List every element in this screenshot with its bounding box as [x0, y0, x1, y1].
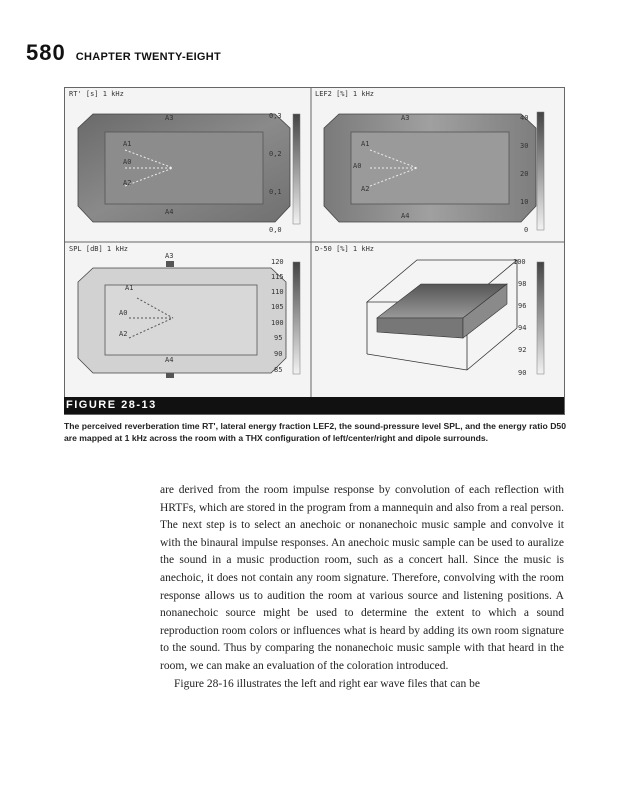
scale-label: 90: [518, 369, 527, 377]
scale-label: 30: [520, 142, 529, 150]
scale-label: 115: [271, 273, 284, 281]
scale-label: 94: [518, 324, 527, 332]
running-header: [26, 40, 221, 66]
scale-label: 98: [518, 280, 527, 288]
speaker-label: A3: [165, 252, 174, 260]
scale-label: 10: [520, 198, 529, 206]
color-scale-bar: [293, 262, 300, 374]
speaker-marker: [166, 261, 174, 267]
speaker-label: A1: [361, 140, 370, 148]
page-number: 580: [26, 40, 66, 65]
speaker-label: A0: [123, 158, 132, 166]
measurement-slab-side: [377, 318, 463, 338]
color-scale-bar: [293, 114, 300, 224]
scale-label: 20: [520, 170, 529, 178]
paragraph: Figure 28-16 illustrates the left and right ear wave files that can be: [174, 677, 480, 690]
speaker-label: A2: [361, 185, 370, 193]
panel-lef2: [324, 112, 544, 230]
speaker-label: A4: [401, 212, 410, 220]
figure-label: FIGURE 28-13: [66, 399, 157, 411]
panel-title-d50: D-50 [%] 1 kHz: [315, 245, 375, 253]
scale-label: 0,1: [269, 188, 282, 196]
figure-room-maps: [64, 87, 565, 415]
chapter-title: CHAPTER TWENTY-EIGHT: [75, 51, 222, 63]
scale-label: 105: [271, 303, 284, 311]
scale-label: 100: [271, 319, 284, 327]
box-edge: [467, 328, 517, 370]
panel-title-rt: RT' [s] 1 kHz: [69, 90, 124, 98]
scale-label: 96: [518, 302, 527, 310]
speaker-label: A1: [125, 284, 134, 292]
panel-spl: [78, 261, 300, 378]
color-scale-bar: [537, 262, 544, 374]
speaker-label: A4: [165, 356, 174, 364]
speaker-label: A2: [123, 179, 132, 187]
scale-label: 120: [271, 258, 284, 266]
speaker-marker: [166, 373, 174, 378]
speaker-label: A3: [401, 114, 410, 122]
speaker-label: A0: [119, 309, 128, 317]
scale-label: 100: [513, 258, 526, 266]
scale-label: 0,3: [269, 112, 282, 120]
scale-label: 110: [271, 288, 284, 296]
speaker-label: A3: [165, 114, 174, 122]
panel-title-lef2: LEF2 [%] 1 kHz: [315, 90, 375, 98]
scale-label: 0: [524, 226, 529, 234]
figure-graphic: [65, 88, 564, 398]
speaker-label: A1: [123, 140, 132, 148]
scale-label: 95: [274, 334, 283, 342]
color-scale-bar: [537, 112, 544, 230]
panel-d50: [367, 260, 544, 374]
scale-label: 0,0: [269, 226, 282, 234]
figure-caption: The perceived reverberation time RT', lateral energy fraction LEF2, the sound-pressure level SPL, and the energy ratio D50 are mapped at 1 kHz across the room with a THX configuration of left/center/right and dipole surrounds.: [64, 421, 566, 443]
speaker-label: A0: [353, 162, 362, 170]
scale-label: 92: [518, 346, 527, 354]
body-text: [160, 482, 564, 693]
speaker-label: A2: [119, 330, 128, 338]
box-edge: [367, 354, 467, 370]
speaker-label: A4: [165, 208, 174, 216]
scale-label: 90: [274, 350, 283, 358]
paragraph: are derived from the room impulse response by convolution of each reflection with HRTFs, which are stored in the program from a mannequin and also from a real person. The next step is to select an anechoic or nonanechoic music sample and convolve it with the binaural impulse responses. An anechoic music sample can be used to auralize the sound in a music production room, such as a concert hall. Since the music is anechoic, it does not contain any room signature. Therefore, convolving with the room response allows us to audition the room at various source and listening positions. A nonanechoic source might be used to determine the extent to which a sound reproduction room colors or influences what is heard by adding its own room signature to the sound. Thus by comparing the nonanechoic music sample with that heard in the room, we can make an evaluation of the coloration introduced.: [160, 484, 564, 672]
room-inner: [105, 285, 257, 355]
scale-label: 0,2: [269, 150, 282, 158]
panel-title-spl: SPL [dB] 1 kHz: [69, 245, 129, 253]
scale-label: 40: [520, 114, 529, 122]
scale-label: 85: [274, 366, 283, 374]
panel-rt: [78, 114, 300, 224]
